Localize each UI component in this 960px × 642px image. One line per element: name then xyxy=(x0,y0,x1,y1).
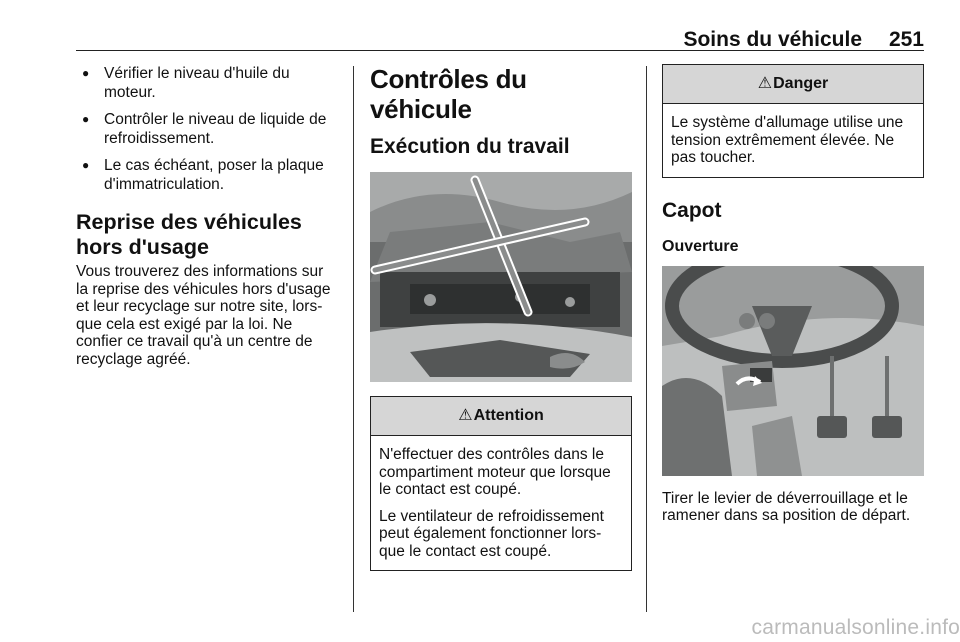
warning-triangle-icon: ⚠ xyxy=(458,407,473,424)
danger-box xyxy=(662,64,924,178)
column-divider-2 xyxy=(646,66,647,612)
hood-release-illustration xyxy=(662,266,924,476)
page-header xyxy=(76,28,924,51)
list-item: ● Le cas échéant, poser la plaque d'immatriculation. xyxy=(76,156,338,194)
column-middle xyxy=(370,64,632,571)
section-subtitle: Exécution du travail xyxy=(370,135,570,158)
column-right xyxy=(662,64,924,525)
section-title-recycling: Reprise des véhicules hors d'usage xyxy=(76,210,302,259)
header-title: Soins du véhicule xyxy=(683,28,862,51)
subsection-title-opening: Ouverture xyxy=(662,237,739,255)
hood-paragraph: Tirer le levier de déverrouillage et le ramener dans sa position de départ. xyxy=(662,489,911,524)
danger-label: Danger xyxy=(773,75,829,92)
warning-triangle-icon: ⚠ xyxy=(757,75,773,92)
checklist xyxy=(76,64,338,194)
page-number: 251 xyxy=(888,28,924,51)
attention-label: Attention xyxy=(473,407,544,424)
section-title-hood: Capot xyxy=(662,198,722,222)
list-item: ● Contrôler le niveau de liquide de refroidissement. xyxy=(76,110,338,148)
column-left xyxy=(76,64,338,368)
attention-header xyxy=(371,397,631,436)
danger-text: Le système d'allumage utilise une tension extrêmement élevée. Ne pas toucher. xyxy=(671,114,904,166)
engine-bay-illustration xyxy=(370,172,632,382)
danger-header xyxy=(663,65,923,104)
attention-paragraph: N'effectuer des contrôles dans le compartiment moteur que lorsque le contact est coupé. xyxy=(379,446,611,498)
attention-paragraph: Le ventilateur de refroidissement peut également fonctionner lors-que le contact est coupé. xyxy=(379,507,604,560)
attention-box xyxy=(370,396,632,571)
hood-release-image xyxy=(662,266,924,476)
engine-bay-image xyxy=(370,172,632,382)
page-title: Contrôles du véhicule xyxy=(370,64,527,124)
column-divider-1 xyxy=(353,66,354,612)
watermark: carmanualsonline.info xyxy=(751,616,960,639)
list-item: ● Vérifier le niveau d'huile du moteur. xyxy=(76,64,338,102)
recycling-paragraph: Vous trouverez des informations sur la reprise des véhicules hors d'usage et leur recyclage sur notre site, lors-que cela est exigé par la loi. Ne confier ce travail qu'à un centre de recyclage agréé. xyxy=(76,263,331,368)
